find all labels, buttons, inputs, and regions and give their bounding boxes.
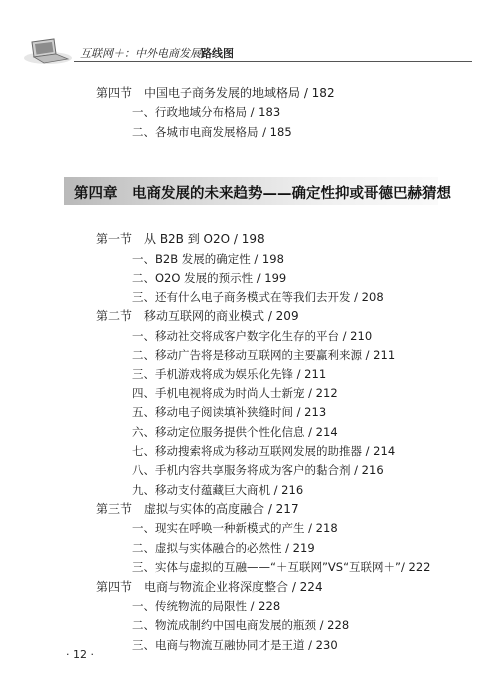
chapter-heading: 第四章 电商发展的未来趋势——确定性抑或哥德巴赫猜想 <box>74 186 451 202</box>
toc-item: 三、还有什么电子商务模式在等我们去开发 / 208 <box>132 290 384 304</box>
toc-item: 三、实体与虚拟的互融——“＋互联网”VS“互联网＋”/ 222 <box>132 560 431 574</box>
toc-item: 三、电商与物流互融协同才是王道 / 230 <box>132 638 338 652</box>
header-title <box>80 45 234 61</box>
running-header <box>22 42 472 64</box>
toc-section: 第四节 电商与物流企业将深度整合 / 224 <box>96 580 323 594</box>
toc-item: 二、O2O 发展的预示性 / 199 <box>132 271 287 285</box>
toc-item: 五、移动电子阅读填补狭缝时间 / 213 <box>132 405 327 419</box>
header-rule <box>74 61 472 62</box>
toc-item: 四、手机电视将成为时尚人士新宠 / 212 <box>132 386 338 400</box>
toc-item: 九、移动支付蕴藏巨大商机 / 216 <box>132 483 304 497</box>
page-number: · 12 · <box>66 648 94 661</box>
toc-section: 第三节 虚拟与实体的高度融合 / 217 <box>96 502 299 516</box>
chapter-heading-band <box>64 177 451 205</box>
toc-section: 第四节 中国电子商务发展的地域格局 / 182 <box>96 86 335 100</box>
toc-item: 八、手机内容共享服务将成为客户的黏合剂 / 216 <box>132 463 384 477</box>
toc-item: 一、移动社交将成客户数字化生存的平台 / 210 <box>132 329 373 343</box>
toc-item: 二、移动广告将是移动互联网的主要赢利来源 / 211 <box>132 348 396 362</box>
toc-section: 第二节 移动互联网的商业模式 / 209 <box>96 309 299 323</box>
header-title-text: 互联网＋：中外电商发展 <box>80 47 201 60</box>
toc-item: 三、手机游戏将成为娱乐化先锋 / 211 <box>132 367 327 381</box>
toc-item: 七、移动搜索将成为移动互联网发展的助推器 / 214 <box>132 444 396 458</box>
toc-section: 第一节 从 B2B 到 O2O / 198 <box>96 232 265 246</box>
toc-item: 六、移动定位服务提供个性化信息 / 214 <box>132 425 338 439</box>
toc-item: 二、各城市电商发展格局 / 185 <box>132 125 292 139</box>
toc-item: 一、传统物流的局限性 / 228 <box>132 599 281 613</box>
toc-item: 二、虚拟与实体融合的必然性 / 219 <box>132 541 315 555</box>
laptop-logo-icon <box>22 38 74 66</box>
toc-item: 一、B2B 发展的确定性 / 198 <box>132 252 284 266</box>
toc-item: 一、行政地域分布格局 / 183 <box>132 105 281 119</box>
header-title-bold: 路线图 <box>201 47 234 60</box>
toc-item: 一、现实在呼唤一种新模式的产生 / 218 <box>132 521 338 535</box>
toc-item: 二、物流成制约中国电商发展的瓶颈 / 228 <box>132 618 350 632</box>
